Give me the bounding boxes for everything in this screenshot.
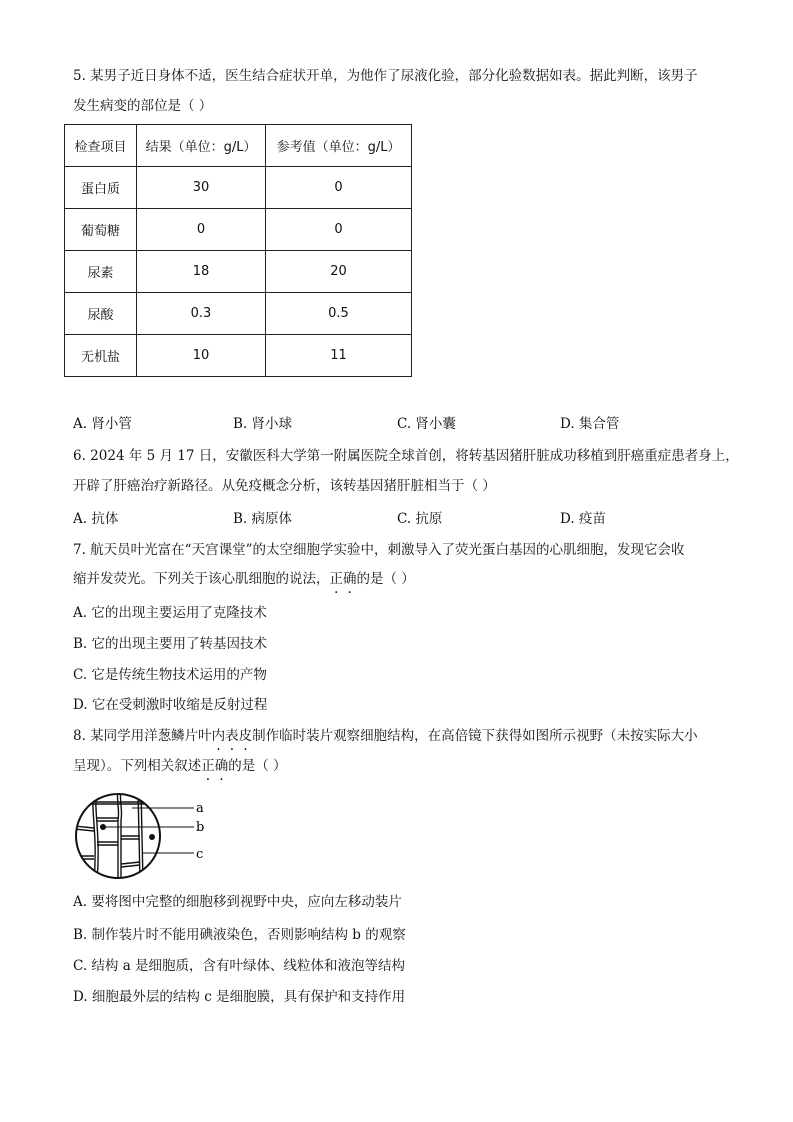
q6-stem-line1: 6. 2024 年 5 月 17 日，安徽医科大学第一附属医院全球首创，将转基因猪肝脏成功移植到肝癌重症患者身上， bbox=[73, 448, 739, 464]
q5-option-a[interactable]: A. 肾小管 bbox=[73, 416, 132, 432]
q7-stem-line2-post: 的是（ ） bbox=[356, 571, 415, 587]
label-b: b bbox=[196, 820, 205, 835]
table-row bbox=[65, 251, 412, 293]
nucleus-dot bbox=[149, 834, 155, 840]
q8-option-c[interactable]: C. 结构 a 是细胞质，含有叶绿体、线粒体和液泡等结构 bbox=[73, 958, 406, 974]
cell-item: 尿酸 bbox=[65, 293, 137, 335]
cell-result: 10 bbox=[137, 335, 266, 377]
cell-reference: 20 bbox=[266, 251, 412, 293]
q7-stem-line2-pre: 缩并发荧光。下列关于该心肌细胞的说法， bbox=[73, 571, 330, 587]
q8-stem-line2 bbox=[73, 757, 287, 775]
table-row bbox=[65, 335, 412, 377]
q8-option-b[interactable]: B. 制作装片时不能用碘液染色，否则影响结构 b 的观察 bbox=[73, 927, 406, 943]
cell-result: 0.3 bbox=[137, 293, 266, 335]
q7-stem-line1: 7. 航天员叶光富在“天宫课堂”的太空细胞学实验中，刺激导入了荧光蛋白基因的心肌细胞，发现它会收 bbox=[73, 542, 685, 558]
q8-option-a[interactable]: A. 要将图中完整的细胞移到视野中央，应向左移动装片 bbox=[73, 894, 402, 910]
cell-item: 葡萄糖 bbox=[65, 209, 137, 251]
emphasis-char: 内 bbox=[211, 728, 226, 744]
header-item: 检查项目 bbox=[65, 125, 137, 167]
table-row bbox=[65, 209, 412, 251]
cell-reference: 0.5 bbox=[266, 293, 412, 335]
q7-option-b[interactable]: B. 它的出现主要用了转基因技术 bbox=[73, 636, 268, 652]
header-reference: 参考值（单位：g/L） bbox=[266, 125, 412, 167]
q6-option-d[interactable]: D. 疫苗 bbox=[560, 511, 606, 527]
q8-option-d[interactable]: D. 细胞最外层的结构 c 是细胞膜，具有保护和支持作用 bbox=[73, 989, 406, 1005]
q8-stem-line2-post: 的是（ ） bbox=[228, 758, 287, 774]
emphasis-char: 确 bbox=[214, 758, 229, 774]
q6-option-a[interactable]: A. 抗体 bbox=[73, 511, 119, 527]
cell-reference: 11 bbox=[266, 335, 412, 377]
label-c: c bbox=[196, 847, 204, 862]
emphasis-char: 表 bbox=[225, 728, 239, 744]
emphasis-char: 正 bbox=[329, 571, 343, 587]
q7-option-a[interactable]: A. 它的出现主要运用了克隆技术 bbox=[73, 605, 267, 621]
q7-emphasis bbox=[330, 571, 357, 587]
q8-stem-line1 bbox=[73, 727, 698, 745]
q5-stem-line2: 发生病变的部位是（ ） bbox=[73, 98, 213, 114]
cell-item: 尿素 bbox=[65, 251, 137, 293]
cell-reference: 0 bbox=[266, 167, 412, 209]
emphasis-char: 正 bbox=[201, 758, 215, 774]
cell-result: 0 bbox=[137, 209, 266, 251]
emphasis-char: 皮 bbox=[238, 728, 253, 744]
q7-stem-line2 bbox=[73, 570, 415, 588]
table-row bbox=[65, 293, 412, 335]
header-result: 结果（单位：g/L） bbox=[137, 125, 266, 167]
q6-stem-line2: 开辟了肝癌治疗新路径。从免疫概念分析，该转基因猪肝脏相当于（ ） bbox=[73, 478, 496, 494]
q5-stem-line1: 5. 某男子近日身体不适，医生结合症状开单，为他作了尿液化验，部分化验数据如表。据此判断，该男子 bbox=[73, 68, 698, 84]
q8-stem-line1-pre: 8. 某同学用洋葱鳞片叶 bbox=[73, 728, 212, 744]
q8-emphasis-2 bbox=[201, 758, 228, 774]
q5-option-d[interactable]: D. 集合管 bbox=[560, 416, 620, 432]
cell-result: 18 bbox=[137, 251, 266, 293]
q6-option-c[interactable]: C. 抗原 bbox=[397, 511, 443, 527]
q7-option-c[interactable]: C. 它是传统生物技术运用的产物 bbox=[73, 667, 267, 683]
q5-option-b[interactable]: B. 肾小球 bbox=[233, 416, 293, 432]
q6-option-b[interactable]: B. 病原体 bbox=[233, 511, 293, 527]
table-row bbox=[65, 167, 412, 209]
cell-reference: 0 bbox=[266, 209, 412, 251]
q7-option-d[interactable]: D. 它在受刺激时收缩是反射过程 bbox=[73, 697, 268, 713]
table-header-row bbox=[65, 125, 412, 167]
q8-stem-line1-post: 制作临时装片观察细胞结构，在高倍镜下获得如图所示视野（未按实际大小 bbox=[252, 728, 698, 744]
urine-test-table bbox=[64, 124, 412, 377]
cell-result: 30 bbox=[137, 167, 266, 209]
emphasis-char: 确 bbox=[343, 571, 357, 587]
q5-option-c[interactable]: C. 肾小囊 bbox=[397, 416, 456, 432]
cell-item: 蛋白质 bbox=[65, 167, 137, 209]
q8-stem-line2-pre: 呈现）。下列相关叙述 bbox=[73, 758, 202, 774]
q8-emphasis-1 bbox=[212, 728, 253, 744]
onion-cell-microscope-figure bbox=[74, 790, 234, 882]
label-a: a bbox=[196, 801, 204, 816]
cell-item: 无机盐 bbox=[65, 335, 137, 377]
